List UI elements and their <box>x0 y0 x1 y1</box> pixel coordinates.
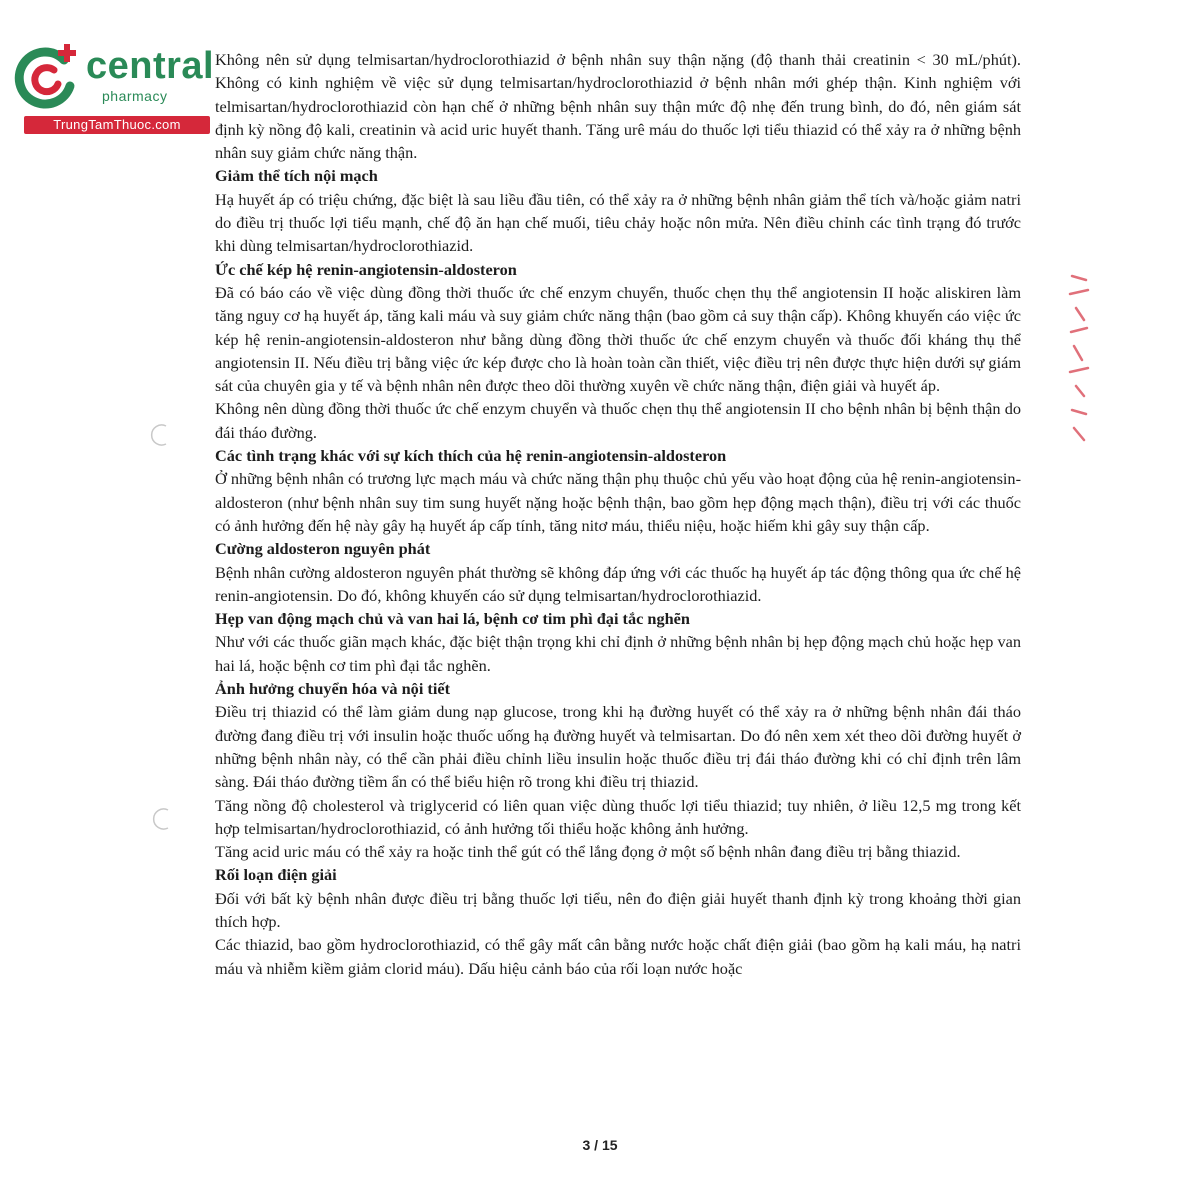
brand-name: central <box>86 45 215 87</box>
section-heading: Cường aldosteron nguyên phát <box>215 539 431 559</box>
section-heading: Các tình trạng khác với sự kích thích của hệ renin-angiotensin-aldosteron <box>215 446 727 466</box>
brand-logo <box>12 40 215 136</box>
body-paragraph: Hạ huyết áp có triệu chứng, đặc biệt là sau liều đầu tiên, có thể xảy ra ở những bệnh nhân giảm thể tích và/hoặc giảm natri do điều trị thuốc lợi tiểu mạnh, chế độ ăn hạn chế muối, tiêu chảy hoặc nôn mửa. Nên điều chỉnh các tình trạng đó trước khi dùng telmisartan/hydroclorothiazid. <box>215 189 1021 256</box>
body-paragraph: Đối với bất kỳ bệnh nhân được điều trị bằng thuốc lợi tiểu, nên đo điện giải huyết thanh định kỳ trong khoảng thời gian thích hợp. <box>215 888 1021 931</box>
body-paragraph: Như với các thuốc giãn mạch khác, đặc biệt thận trọng khi chỉ định ở những bệnh nhân bị hẹp động mạch chủ hoặc hẹp van hai lá, hoặc bệnh cơ tim phì đại tắc nghẽn. <box>215 632 1021 675</box>
body-paragraph: Ở những bệnh nhân có trương lực mạch máu và chức năng thận phụ thuộc chủ yếu vào hoạt động của hệ renin-angiotensin-aldosteron (như bệnh nhân suy tim sung huyết nặng hoặc bệnh thận, bao gồm hẹp động mạch thận), điều trị với các thuốc có ảnh hưởng đến hệ này gây hạ huyết áp cấp tính, tăng nitơ máu, thiểu niệu, hoặc hiếm khi gây suy thận cấp. <box>215 469 1021 535</box>
body-paragraph: Bệnh nhân cường aldosteron nguyên phát thường sẽ không đáp ứng với các thuốc hạ huyết áp tác động thông qua ức chế hệ renin-angiotensin. Do đó, không khuyến cáo sử dụng telmisartan/hydroclorothiazid. <box>215 562 1021 605</box>
body-paragraph: Tăng nồng độ cholesterol và triglycerid có liên quan việc dùng thuốc lợi tiểu thiazid; tuy nhiên, ở liều 12,5 mg trong kết hợp telmisartan/hydroclorothiazid, có ảnh hưởng tối thiểu hoặc không ảnh hưởng. <box>215 795 1021 838</box>
body-paragraph: Không nên dùng đồng thời thuốc ức chế enzym chuyển và thuốc chẹn thụ thể angiotensin II cho bệnh nhân bị bệnh thận do đái tháo đường. <box>215 399 1021 442</box>
page-number: 3 / 15 <box>582 1137 618 1153</box>
body-paragraph: Không nên sử dụng telmisartan/hydroclorothiazid ở bệnh nhân suy thận nặng (độ thanh thải creatinin < 30 mL/phút). Không có kinh nghiệm về việc sử dụng telmisartan/hydroclorothiazid ở bệnh nhân mới ghép thận. Kinh nghiệm với telmisartan/hydroclorothiazid còn hạn chế ở những bệnh nhân suy thận mức độ nhẹ đến trung bình, do đó, nên giám sát định kỳ nồng độ kali, creatinin và acid uric huyết thanh. Tăng urê máu do thuốc lợi tiểu thiazid có thể xảy ra ở những bệnh nhân suy giảm chức năng thận. <box>215 50 1021 163</box>
section-heading: Giảm thể tích nội mạch <box>215 166 378 186</box>
section-heading: Ức chế kép hệ renin-angiotensin-aldosteron <box>215 259 517 279</box>
brand-url: TrungTamThuoc.com <box>24 116 210 134</box>
section-heading: Ảnh hưởng chuyển hóa và nội tiết <box>215 679 451 699</box>
section-heading: Rối loạn điện giải <box>215 865 337 885</box>
brand-subtitle: pharmacy <box>102 88 168 104</box>
section-heading: Hẹp van động mạch chủ và van hai lá, bệnh cơ tim phì đại tắc nghẽn <box>215 609 690 629</box>
punch-hole-icon <box>150 806 176 832</box>
document-body <box>215 48 1021 980</box>
body-paragraph: Đã có báo cáo về việc dùng đồng thời thuốc ức chế enzym chuyển, thuốc chẹn thụ thể angiotensin II hoặc aliskiren làm tăng nguy cơ hạ huyết áp, tăng kali máu và suy giảm chức năng thận (bao gồm cả suy thận cấp). Không khuyến cáo việc ức kép hệ renin-angiotensin-aldosteron như bằng dùng đồng thời thuốc ức chế enzym chuyển và thuốc đối kháng thụ thể angiotensin II. Nếu điều trị bằng việc ức kép được cho là hoàn toàn cần thiết, việc điều trị nên được thực hiện dưới sự giám sát của chuyên gia y tế và bệnh nhân nên được theo dõi thường xuyên về chức năng thận, điện giải và huyết áp. <box>215 282 1021 396</box>
punch-hole-icon <box>148 422 174 448</box>
body-paragraph: Điều trị thiazid có thể làm giảm dung nạp glucose, trong khi hạ đường huyết có thể xảy ra ở những bệnh nhân đái tháo đường đang điều trị với insulin hoặc thuốc uống hạ đường huyết và telmisartan. Do đó nên xem xét theo dõi đường huyết ở những bệnh nhân này, có thể cần phải điều chỉnh liều insulin hoặc thuốc điều trị đái tháo đường khi có chỉ định trên lâm sàng. Đái tháo đường tiềm ẩn có thể biểu hiện rõ trong khi điều trị thiazid. <box>215 702 1021 792</box>
central-pharmacy-logo-icon <box>12 42 82 112</box>
red-stamp-mark-icon <box>1062 268 1096 448</box>
body-paragraph: Các thiazid, bao gồm hydroclorothiazid, có thể gây mất cân bằng nước hoặc chất điện giải (bao gồm hạ kali máu, hạ natri máu và nhiễm kiềm giảm clorid máu). Dấu hiệu cảnh báo của rối loạn nước hoặc <box>215 935 1021 978</box>
body-paragraph: Tăng acid uric máu có thể xảy ra hoặc tinh thể gút có thể lắng đọng ở một số bệnh nhân đang điều trị bằng thiazid. <box>215 842 961 862</box>
